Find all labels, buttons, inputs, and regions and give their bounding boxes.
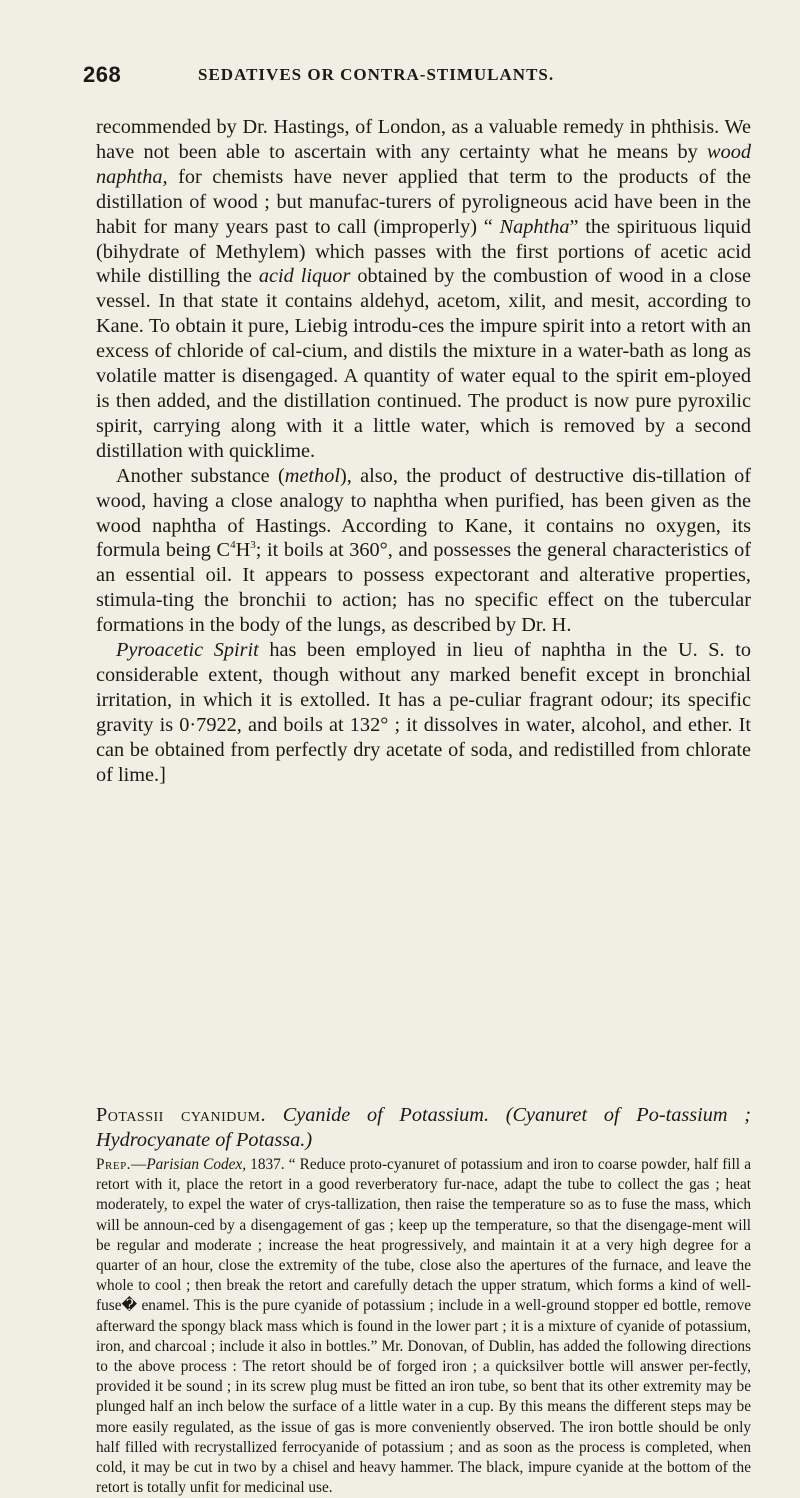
text-run: H	[235, 539, 251, 562]
preparation-paragraph	[96, 1155, 751, 1498]
english-name: Cyanide of Potassium.	[282, 1104, 490, 1126]
italic-term: wood naphtha,	[96, 140, 751, 188]
text-run: for chemists have never applied that term to the products of the distillation of wood ; but manufac-turers of pyroligneous acid have been in the habit for many years past to call (improperly) “	[96, 165, 751, 238]
running-head: SEDATIVES OR CONTRA-STIMULANTS.	[198, 65, 555, 84]
main-text	[96, 115, 751, 787]
text-run: ; it boils at 360°, and possesses the general characteristics of an essential oil. It appears to possess expectorant and alterative properties, stimula-ting the bronchii to action; has no specific effect on the tubercular formations in the body of the lungs, as described by Dr. H.	[96, 539, 751, 637]
prep-label: Prep.	[96, 1156, 132, 1173]
text-run: has been employed in lieu of naphtha in the U. S. to considerable extent, though without any marked benefit except in bronchial irritation, in which it is extolled. It has a pe-culiar fragrant odour; its specific gravity is 0·7922, and boils at 132° ; it dissolves in water, alcohol, and ether. It can be obtained from perfectly dry acetate of soda, and redistilled from chlorate of lime.]	[96, 639, 751, 786]
text-run: obtained by the combustion of wood in a close vessel. In that state it contains aldehyd, acetom, xilit, and mesit, according to Kane. To obtain it pure, Liebig introdu-ces the impure spirit into a retort with an excess of chloride of cal-cium, and distils the mixture in a water-bath as long as volatile matter is disengaged. A quantity of water equal to the spirit em-ployed is then added, and the distillation continued. The product is now pure pyroxilic spirit, carrying along with it a little water, which is removed by a second distillation with quicklime.	[96, 265, 752, 462]
prep-text: 1837. “ Reduce proto-cyanuret of potassium and iron to coarse powder, half fill a retort with it, place the retort in a good reverberatory fur-nace, adapt the tube to collect the gas ; heat moderately, to expel the water of crys-tallization, then raise the temperature so as to fuse the mass, which will be announ-ced by a disengagement of gas ; keep up the temperature, so that the disengage-ment will be regular and moderate ; increase the heat progressively, and maintain it at a very high degree for a quarter of an hour, close the extremity of the tube, close also the apertures of the furnace, and leave the whole to cool ; then break the retort and carefully detach the upper stratum, which forms a kind of well-fuse� enamel. This is the pure cyanide of potassium ; include in a well-ground stopper ed bottle, remove afterward the spongy black mass which is found in the lower part ; it is a mixture of cyanide of potassium, iron, and charcoal ; include it also in bottles.” Mr. Donovan, of Dublin, has added the following directions to the above process : The retort should be of forged iron ; a quicksilver bottle will answer per-fectly, provided it be sound ; in its screw plug must be fitted an iron tube, so bent that its other extremity may be plunged half an inch below the surface of a little water in a cup. By this means the different steps may be more easily regulated, as the issue of gas is more conveniently observed. The iron bottle should be only half filled with recrystallized ferrocyanide of potassium ; and as soon as the process is completed, when cold, it may be cut in two by a chisel and heavy hammer. The black, impure cyanide at the bottom of the retort is totally unfit for medicinal use.	[96, 1156, 751, 1497]
text-run: ), also, the product of destructive dis-tillation of wood, having a close analogy to naphtha when purified, has been given as the wood naphtha of Hastings. According to Kane, it contains no oxygen, its formula being C	[96, 464, 751, 562]
section-heading-cyanide	[96, 1103, 751, 1153]
text-run: ” the spirituous liquid (bihydrate of Methylem) which passes with the first portions of acetic acid while distilling the	[96, 215, 751, 288]
paragraph-pyroacetic-spirit	[96, 638, 751, 787]
prep-source: Parisian Codex,	[146, 1156, 247, 1173]
paragraph-naphtha	[96, 115, 751, 464]
latin-name: Potassii cyanidum.	[96, 1104, 267, 1126]
paragraph-methol	[96, 464, 751, 638]
italic-term: acid liquor	[258, 265, 351, 288]
formula-superscript: 3	[250, 539, 256, 552]
prep-dash: —	[131, 1156, 147, 1173]
synonyms: (Cyanuret of Po-tassium ; Hydrocyanate of Potassa.)	[96, 1104, 752, 1151]
page-header	[83, 62, 743, 92]
italic-term: Pyroacetic Spirit	[116, 639, 259, 662]
page-number: 268	[83, 62, 122, 87]
formula-superscript: 4	[230, 539, 236, 552]
text-run: recommended by Dr. Hastings, of London, as a valuable remedy in phthisis. We have not been able to ascertain with any certainty what he means by	[96, 116, 751, 163]
text-run: Another substance (	[116, 464, 285, 487]
italic-term: Naphtha	[499, 215, 570, 238]
italic-term: methol	[284, 464, 340, 487]
